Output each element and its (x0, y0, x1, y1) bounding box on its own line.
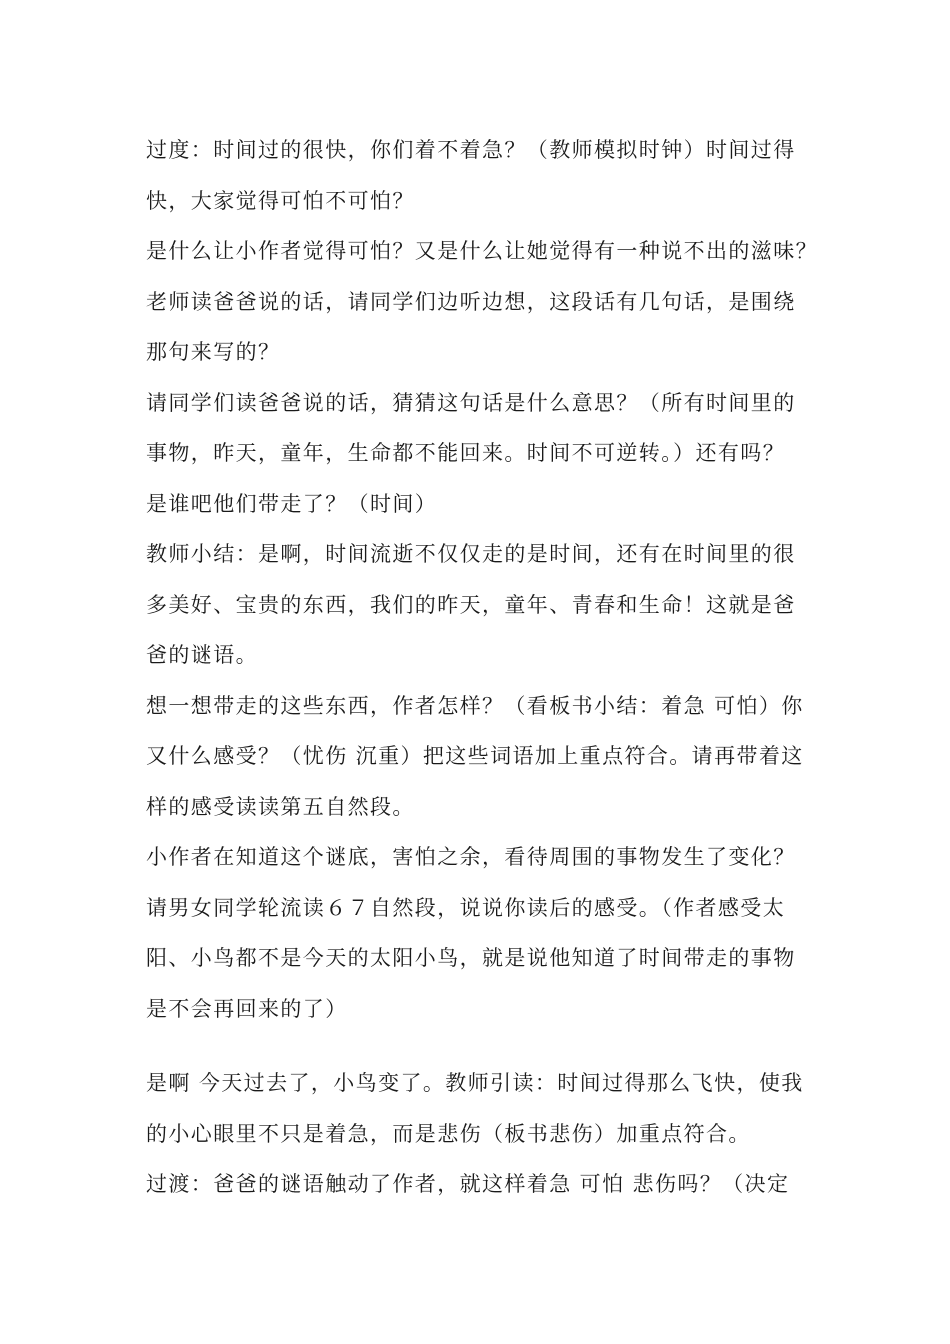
text-line: 快，大家觉得可怕不可怕？ (146, 188, 415, 213)
text-line: 事物，昨天，童年，生命都不能回来。时间不可逆转。）还有吗？ (146, 441, 786, 465)
text-line: 多美好、宝贵的东西，我们的昨天，童年、青春和生命！这就是爸 (146, 592, 796, 617)
text-line: 教师小结：是啊，时间流逝不仅仅走的是时间，还有在时间里的很 (146, 542, 796, 566)
text-line: 小作者在知道这个谜底，害怕之余，看待周围的事物发生了变化？ (146, 845, 796, 869)
text-line: 过渡：爸爸的谜语触动了作者，就这样着急 可怕 悲伤吗？（决定 (146, 1172, 790, 1196)
text-line: 请男女同学轮流读６７自然段，说说你读后的感受。（作者感受太 (146, 895, 786, 920)
text-line: 爸的谜语。 (146, 643, 258, 667)
text-line: 是什么让小作者觉得可怕？又是什么让她觉得有一种说不出的滋味？ (146, 239, 818, 263)
text-line: 想一想带走的这些东西，作者怎样？（看板书小结：着急 可怕）你 (146, 693, 804, 718)
text-line: 请同学们读爸爸说的话，猜猜这句话是什么意思？（所有时间里的 (146, 390, 796, 415)
text-line: 过度：时间过的很快，你们着不着急？（教师模拟时钟）时间过得 (146, 138, 796, 162)
text-line: 是啊 今天过去了，小鸟变了。教师引读：时间过得那么飞快，使我 (146, 1071, 804, 1095)
text-line: 是谁吧他们带走了？（时间） (146, 491, 438, 516)
text-line: 老师读爸爸说的话，请同学们边听边想，这段话有几句话，是围绕 (146, 289, 796, 314)
paragraph-gap (146, 1039, 816, 1063)
document-body (146, 130, 816, 1215)
text-line: 是不会再回来的了） (146, 996, 348, 1021)
text-line: 那句来写的？ (146, 340, 281, 364)
text-line: 阳、小鸟都不是今天的太阳小鸟，就是说他知道了时间带走的事物 (146, 946, 796, 970)
text-line: 又什么感受？（忧伤 沉重）把这些词语加上重点符合。请再带着这 (146, 744, 804, 768)
text-line: 的小心眼里不只是着急，而是悲伤（板书悲伤）加重点符合。 (146, 1121, 751, 1146)
text-line: 样的感受读读第五自然段。 (146, 794, 415, 819)
